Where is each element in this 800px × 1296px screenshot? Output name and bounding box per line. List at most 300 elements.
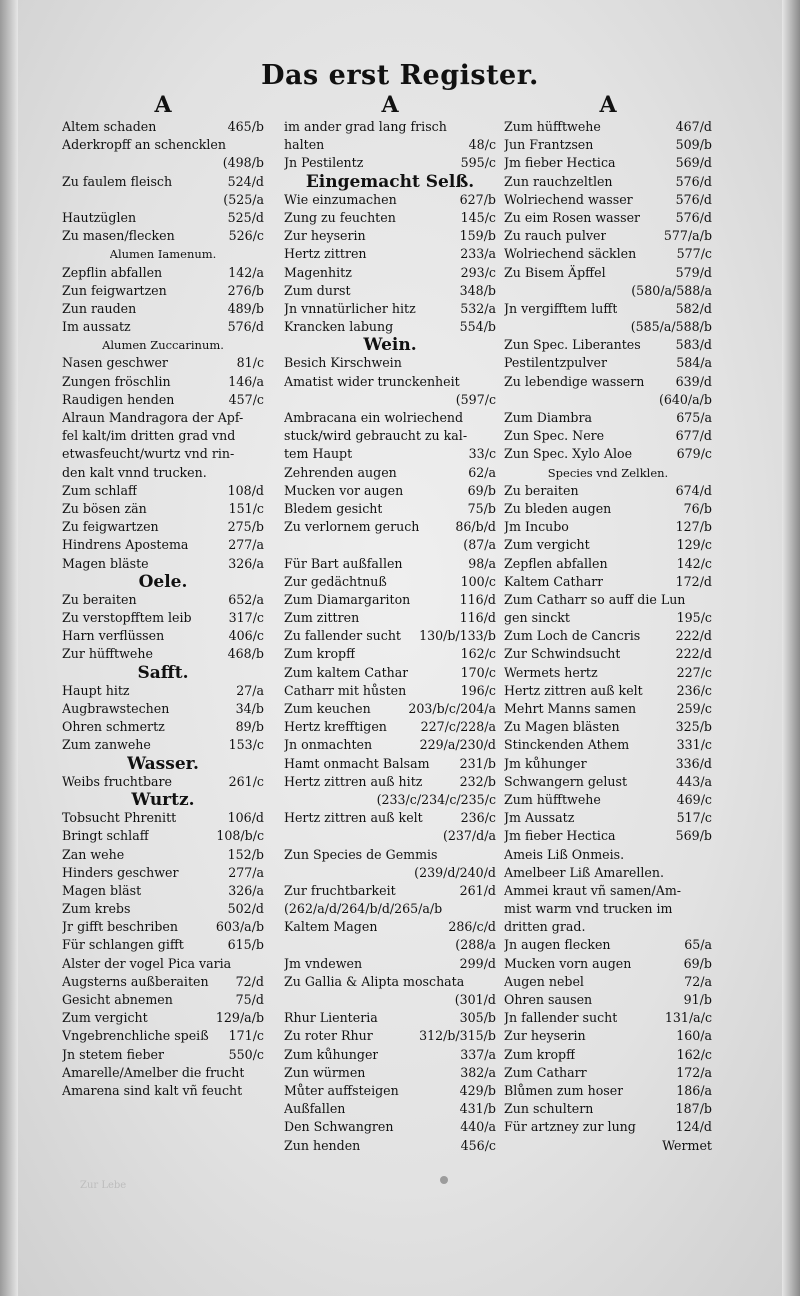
index-entry: [504, 809, 712, 827]
index-entry: [62, 555, 264, 573]
entry-text: Den Schwangren: [284, 1119, 394, 1135]
section-heading: [62, 791, 264, 809]
entry-page-ref: 159/b: [459, 228, 496, 244]
entry-page-ref: 222/d: [675, 646, 712, 662]
entry-text: Zun Spec. Xylo Aloe: [504, 446, 633, 462]
entry-text: Alumen Zuccarinum.: [102, 338, 224, 353]
entry-text: Jr gifft beschriben: [62, 919, 178, 935]
entry-page-ref: 186/a: [676, 1082, 712, 1098]
entry-text: [62, 154, 72, 172]
entry-page-ref: [260, 1082, 264, 1100]
entry-text: Zum zanwehe: [62, 737, 151, 753]
entry-text: Zum keuchen: [284, 701, 371, 716]
index-entry: [284, 918, 496, 936]
index-entry: [284, 191, 496, 209]
entry-page-ref: 525/d: [227, 209, 264, 225]
index-entry: [504, 1100, 712, 1118]
index-entry: [504, 955, 712, 973]
entry-text: Zur fruchtbarkeit: [284, 882, 396, 898]
entry-page-ref: (233/c/234/c/235/c: [376, 791, 496, 807]
entry-text: Zun henden: [284, 1137, 361, 1153]
catchword: [504, 1137, 712, 1155]
continuation-row: [284, 827, 496, 845]
index-entry: [504, 536, 712, 554]
entry-page-ref: 277/a: [228, 864, 264, 880]
entry-page-ref: 142/a: [228, 264, 264, 280]
index-entry: [284, 518, 496, 536]
entry-text: Blůmen zum hoser: [504, 1082, 624, 1098]
entry-page-ref: [260, 955, 264, 973]
entry-text: Wein.: [363, 336, 417, 355]
index-entry: [62, 227, 264, 245]
entry-text: Ohren schmertz: [62, 719, 165, 735]
entry-page-ref: (239/d/240/d: [414, 864, 496, 880]
entry-text: Hindrens Apostema: [62, 537, 189, 553]
entry-page-ref: 576/d: [227, 319, 264, 335]
entry-page-ref: 162/c: [460, 646, 496, 662]
index-entry: [504, 227, 712, 245]
entry-text: Zur gedächtnuß: [284, 573, 387, 589]
entry-page-ref: 550/c: [228, 1046, 264, 1062]
entry-text: Zum hüfftwehe: [504, 791, 601, 807]
entry-page-ref: 603/a/b: [215, 919, 264, 935]
entry-page-ref: 170/c: [460, 664, 496, 680]
entry-page-ref: 627/b: [459, 191, 496, 207]
entry-page-ref: (525/a: [223, 191, 264, 207]
entry-text: Kaltem Catharr: [504, 573, 604, 589]
entry-page-ref: 75/d: [235, 992, 264, 1007]
entry-page-ref: 286/c/d: [448, 919, 496, 935]
entry-page-ref: 69/b: [683, 955, 712, 971]
entry-text: Zungen fröschlin: [62, 373, 171, 389]
index-entry: [62, 300, 264, 318]
entry-text: Jm vndewen: [284, 955, 363, 971]
entry-list: [284, 118, 496, 1155]
entry-text: Kaltem Magen: [284, 919, 378, 935]
entry-page-ref: 577/a/b: [663, 228, 712, 244]
entry-text: Zum zittren: [284, 610, 360, 626]
entry-text: Hautzüglen: [62, 209, 137, 225]
continuation-row: [504, 391, 712, 409]
entry-page-ref: [260, 427, 264, 445]
entry-text: Zum kropff: [284, 646, 356, 662]
index-entry: [62, 591, 264, 609]
entry-page-ref: 577/c: [676, 246, 712, 262]
subsection-heading: [62, 336, 264, 354]
entry-page-ref: 337/a: [460, 1046, 496, 1062]
index-entry: [504, 973, 712, 991]
entry-page-ref: 124/d: [675, 1119, 712, 1135]
index-entry: [284, 409, 496, 427]
continuation-row: [504, 318, 712, 336]
index-entry: [284, 300, 496, 318]
index-entry: [284, 500, 496, 518]
index-entry: [504, 1009, 712, 1027]
index-entry: [284, 773, 496, 791]
entry-page-ref: 348/b: [459, 282, 496, 298]
index-entry: [284, 700, 496, 718]
entry-page-ref: 331/c: [676, 737, 712, 753]
entry-text: [62, 191, 72, 209]
index-entry: [284, 955, 496, 973]
entry-text: Zun Species de Gemmis: [284, 846, 438, 862]
entry-text: Tobsucht Phrenitt: [62, 810, 177, 826]
entry-page-ref: 406/c: [228, 628, 264, 644]
entry-text: Zung zu feuchten: [284, 209, 396, 225]
entry-page-ref: [492, 973, 496, 991]
entry-page-ref: [708, 846, 712, 864]
index-entry: [284, 1082, 496, 1100]
entry-text: Zum kaltem Cathar: [284, 664, 409, 680]
index-entry: [284, 755, 496, 773]
entry-text: Wie einzumachen: [284, 191, 397, 207]
entry-page-ref: 86/b/d: [455, 519, 496, 535]
index-entry: [62, 1009, 264, 1027]
entry-text: Jn fallender sucht: [504, 1010, 618, 1026]
entry-text: Jm Aussatz: [504, 810, 575, 826]
continuation-row: [284, 936, 496, 954]
entry-page-ref: 465/b: [227, 119, 264, 134]
entry-text: Zu masen/flecken: [62, 228, 175, 244]
entry-text: etwasfeucht/wurtz vnd rin-: [62, 446, 235, 462]
entry-text: [284, 791, 294, 809]
index-entry: [62, 1027, 264, 1045]
entry-text: Zum vergicht: [504, 537, 590, 553]
entry-text: Zu lebendige wassern: [504, 373, 645, 389]
entry-page-ref: 227/c/228/a: [420, 719, 496, 735]
entry-page-ref: 468/b: [227, 646, 264, 662]
index-entry: [62, 991, 264, 1009]
index-entry: [62, 864, 264, 882]
entry-text: Wermet: [662, 1137, 712, 1153]
index-entry: [504, 900, 712, 918]
index-entry: [504, 1064, 712, 1082]
entry-text: Jn onmachten: [284, 737, 373, 753]
index-entry: [62, 973, 264, 991]
index-entry: [504, 991, 712, 1009]
entry-text: Jn vnnatürlicher hitz: [284, 300, 416, 316]
entry-page-ref: [492, 118, 496, 136]
entry-page-ref: [708, 591, 712, 609]
entry-text: Im aussatz: [62, 319, 131, 335]
entry-page-ref: 443/a: [676, 773, 712, 789]
entry-text: Für artzney zur lung: [504, 1119, 636, 1135]
entry-text: [284, 864, 294, 882]
entry-text: den kalt vnnd trucken.: [62, 464, 207, 480]
entry-page-ref: [492, 846, 496, 864]
entry-page-ref: [492, 354, 496, 372]
entry-page-ref: 187/b: [675, 1101, 712, 1117]
index-entry: [62, 264, 264, 282]
entry-page-ref: 615/b: [227, 937, 264, 953]
entry-page-ref: 524/d: [227, 173, 264, 189]
index-entry: [504, 718, 712, 736]
index-entry: [62, 627, 264, 645]
index-entry: [62, 645, 264, 663]
entry-text: [284, 991, 294, 1009]
index-entry: [62, 445, 264, 463]
subsection-heading: [504, 464, 712, 482]
index-entry: [62, 518, 264, 536]
index-entry: [284, 1046, 496, 1064]
index-entry: [504, 1118, 712, 1136]
entry-page-ref: 72/d: [235, 973, 264, 989]
index-entry: [284, 427, 496, 445]
entry-text: Zur heyserin: [284, 228, 366, 244]
entry-page-ref: 275/b: [227, 519, 264, 535]
entry-text: fel kalt/im dritten grad vnd: [62, 428, 236, 444]
entry-page-ref: 431/b: [459, 1101, 496, 1117]
column-letter: A: [154, 92, 172, 118]
index-entry: [284, 609, 496, 627]
index-entry: [284, 136, 496, 154]
index-entry: [284, 245, 496, 263]
entry-text: (262/a/d/264/b/d/265/a/b: [284, 901, 443, 917]
entry-text: Hertz zittren: [284, 246, 367, 262]
index-entry: [62, 882, 264, 900]
entry-page-ref: 146/a: [228, 373, 264, 389]
entry-text: gen sinckt: [504, 610, 570, 626]
entry-page-ref: [260, 464, 264, 482]
entry-text: Ameis Liß Onmeis.: [504, 846, 625, 862]
index-entry: [284, 209, 496, 227]
entry-page-ref: 554/b: [459, 319, 496, 335]
continuation-row: [284, 864, 496, 882]
entry-page-ref: 172/a: [676, 1064, 712, 1080]
entry-text: Zu verstopfftem leib: [62, 610, 192, 626]
entry-page-ref: 259/c: [676, 701, 712, 716]
entry-text: Augsterns außberaiten: [62, 973, 209, 989]
register-title: Das erst Register.: [261, 60, 539, 91]
entry-text: Zum kropff: [504, 1046, 576, 1062]
entry-text: Safft.: [137, 663, 189, 682]
entry-page-ref: [708, 918, 712, 936]
entry-text: Magenhitz: [284, 264, 352, 280]
entry-page-ref: 116/d: [459, 591, 496, 607]
entry-page-ref: 569/b: [675, 828, 712, 844]
entry-page-ref: 106/d: [227, 810, 264, 826]
entry-text: Zepflin abfallen: [62, 264, 163, 280]
index-entry: [504, 645, 712, 663]
index-entry: [504, 591, 712, 609]
entry-page-ref: 675/a: [676, 410, 712, 425]
index-entry: [62, 1046, 264, 1064]
index-entry: [284, 118, 496, 136]
index-entry: [62, 1064, 264, 1082]
entry-text: Zum vergicht: [62, 1010, 148, 1026]
index-entry: [284, 318, 496, 336]
entry-page-ref: [708, 864, 712, 882]
entry-text: Zu roter Rhur: [284, 1028, 373, 1044]
entry-text: Zum krebs: [62, 901, 131, 917]
entry-text: Pestilentzpulver: [504, 355, 607, 371]
entry-text: Zun Spec. Nere: [504, 428, 605, 444]
continuation-row: [284, 391, 496, 409]
column-letter: A: [599, 92, 617, 118]
entry-text: Zun rauden: [62, 300, 137, 316]
entry-page-ref: 277/a: [228, 537, 264, 553]
entry-page-ref: 489/b: [227, 300, 264, 316]
index-entry: [284, 682, 496, 700]
entry-text: Mucken vorn augen: [504, 955, 632, 971]
entry-text: Zur heyserin: [504, 1028, 586, 1044]
entry-page-ref: 62/a: [468, 464, 496, 480]
index-entry: [504, 918, 712, 936]
index-entry: [62, 482, 264, 500]
index-entry: [504, 700, 712, 718]
entry-text: Oele.: [138, 572, 188, 591]
index-entry: [504, 354, 712, 372]
entry-page-ref: 81/c: [236, 355, 264, 371]
entry-text: Zu verlornem geruch: [284, 519, 420, 535]
bleed-through-text: Zur Lebe: [80, 1180, 127, 1191]
entry-page-ref: 532/a: [460, 300, 496, 316]
index-entry: [504, 755, 712, 773]
index-entry: [504, 1082, 712, 1100]
index-entry: [504, 609, 712, 627]
entry-text: Jn vergifftem lufft: [504, 300, 618, 316]
entry-page-ref: 33/c: [468, 446, 496, 462]
continuation-row: [284, 991, 496, 1009]
index-entry: [504, 482, 712, 500]
entry-text: Wermets hertz: [504, 664, 598, 680]
entry-page-ref: 652/a: [228, 591, 264, 607]
entry-page-ref: 231/b: [459, 755, 496, 771]
continuation-row: [504, 282, 712, 300]
entry-text: Zun würmen: [284, 1064, 366, 1080]
entry-page-ref: 456/c: [460, 1137, 496, 1153]
index-entry: [504, 627, 712, 645]
entry-text: stuck/wird gebraucht zu kal-: [284, 428, 468, 444]
entry-text: Catharr mit hůsten: [284, 682, 407, 698]
entry-text: Alumen Iamenum.: [109, 247, 217, 262]
entry-text: Ohren sausen: [504, 992, 593, 1007]
index-entry: [62, 536, 264, 554]
entry-text: Zum Diambra: [504, 410, 592, 425]
entry-page-ref: 326/a: [228, 555, 264, 571]
entry-list: [504, 118, 712, 1155]
entry-text: Altem schaden: [62, 119, 157, 134]
index-entry: [284, 846, 496, 864]
index-entry: [504, 518, 712, 536]
entry-page-ref: 34/b: [235, 701, 264, 716]
index-entry: [504, 500, 712, 518]
entry-page-ref: 91/b: [683, 992, 712, 1007]
index-entry: [62, 118, 264, 136]
entry-page-ref: 233/a: [460, 246, 496, 262]
entry-text: Zun schultern: [504, 1101, 594, 1117]
index-entry: [62, 409, 264, 427]
entry-page-ref: [260, 409, 264, 427]
entry-page-ref: 469/c: [676, 791, 712, 807]
entry-text: [504, 318, 514, 336]
entry-text: Wasser.: [127, 754, 199, 773]
section-heading: [284, 173, 496, 191]
entry-page-ref: (498/b: [222, 155, 264, 171]
index-entry: [504, 1046, 712, 1064]
index-entry: [504, 864, 712, 882]
entry-text: Mehrt Manns samen: [504, 701, 637, 716]
entry-page-ref: 131/a/c: [664, 1010, 712, 1026]
index-entry: [504, 936, 712, 954]
entry-text: Zu bleden augen: [504, 500, 612, 516]
entry-text: Magen bläste: [62, 555, 149, 571]
entry-page-ref: 526/c: [228, 228, 264, 244]
entry-text: Jn Pestilentz: [284, 155, 364, 171]
entry-text: Haupt hitz: [62, 682, 130, 698]
entry-text: Für Bart außfallen: [284, 555, 403, 571]
entry-text: Zum Diamargariton: [284, 591, 411, 607]
index-entry: [504, 118, 712, 136]
index-entry: [504, 336, 712, 354]
entry-page-ref: 457/c: [228, 391, 264, 407]
index-entry: [284, 354, 496, 372]
entry-page-ref: 299/d: [459, 955, 496, 971]
entry-text: Zur hüfftwehe: [62, 646, 153, 662]
entry-text: Hinders geschwer: [62, 864, 179, 880]
entry-text: [284, 536, 294, 554]
index-entry: [284, 591, 496, 609]
entry-text: Zu Bisem Äpffel: [504, 264, 606, 280]
index-entry: [504, 373, 712, 391]
entry-page-ref: 502/d: [227, 901, 264, 917]
entry-text: Zu rauch pulver: [504, 228, 607, 244]
entry-page-ref: [260, 1064, 264, 1082]
index-entry: [284, 1100, 496, 1118]
entry-text: Zehrenden augen: [284, 464, 397, 480]
entry-text: Aderkropff an schencklen: [62, 137, 226, 153]
entry-page-ref: 196/c: [460, 682, 496, 698]
entry-text: Zan wehe: [62, 846, 125, 862]
entry-text: Zum hüfftwehe: [504, 119, 601, 134]
entry-text: Nasen geschwer: [62, 355, 168, 371]
register-column-2: [284, 92, 496, 1155]
entry-text: Zu Gallia & Alipta moschata: [284, 973, 465, 989]
index-entry: [504, 264, 712, 282]
register-column-3: [504, 92, 712, 1155]
index-entry: [504, 445, 712, 463]
index-entry: [504, 846, 712, 864]
index-entry: [284, 264, 496, 282]
entry-page-ref: 576/d: [675, 173, 712, 189]
entry-text: Jm fieber Hectica: [504, 155, 616, 171]
index-entry: [504, 682, 712, 700]
index-entry: [62, 827, 264, 845]
entry-text: Schwangern gelust: [504, 773, 628, 789]
index-entry: [62, 373, 264, 391]
index-entry: [62, 736, 264, 754]
index-entry: [62, 682, 264, 700]
entry-text: Zu eim Rosen wasser: [504, 209, 641, 225]
entry-text: Bringt schlaff: [62, 828, 149, 844]
index-entry: [284, 973, 496, 991]
entry-page-ref: 195/c: [676, 610, 712, 626]
index-entry: [62, 136, 264, 154]
entry-page-ref: 325/b: [675, 719, 712, 735]
index-entry: [62, 718, 264, 736]
entry-page-ref: 65/a: [684, 937, 712, 953]
entry-page-ref: 336/d: [675, 755, 712, 771]
entry-text: Eingemacht Selß.: [305, 172, 475, 191]
entry-page-ref: (301/d: [454, 992, 496, 1007]
index-entry: [504, 300, 712, 318]
entry-text: Wurtz.: [131, 790, 195, 810]
index-entry: [62, 282, 264, 300]
ink-smudge: [440, 1176, 448, 1184]
index-entry: [62, 846, 264, 864]
index-entry: [504, 573, 712, 591]
entry-page-ref: 679/c: [676, 446, 712, 462]
